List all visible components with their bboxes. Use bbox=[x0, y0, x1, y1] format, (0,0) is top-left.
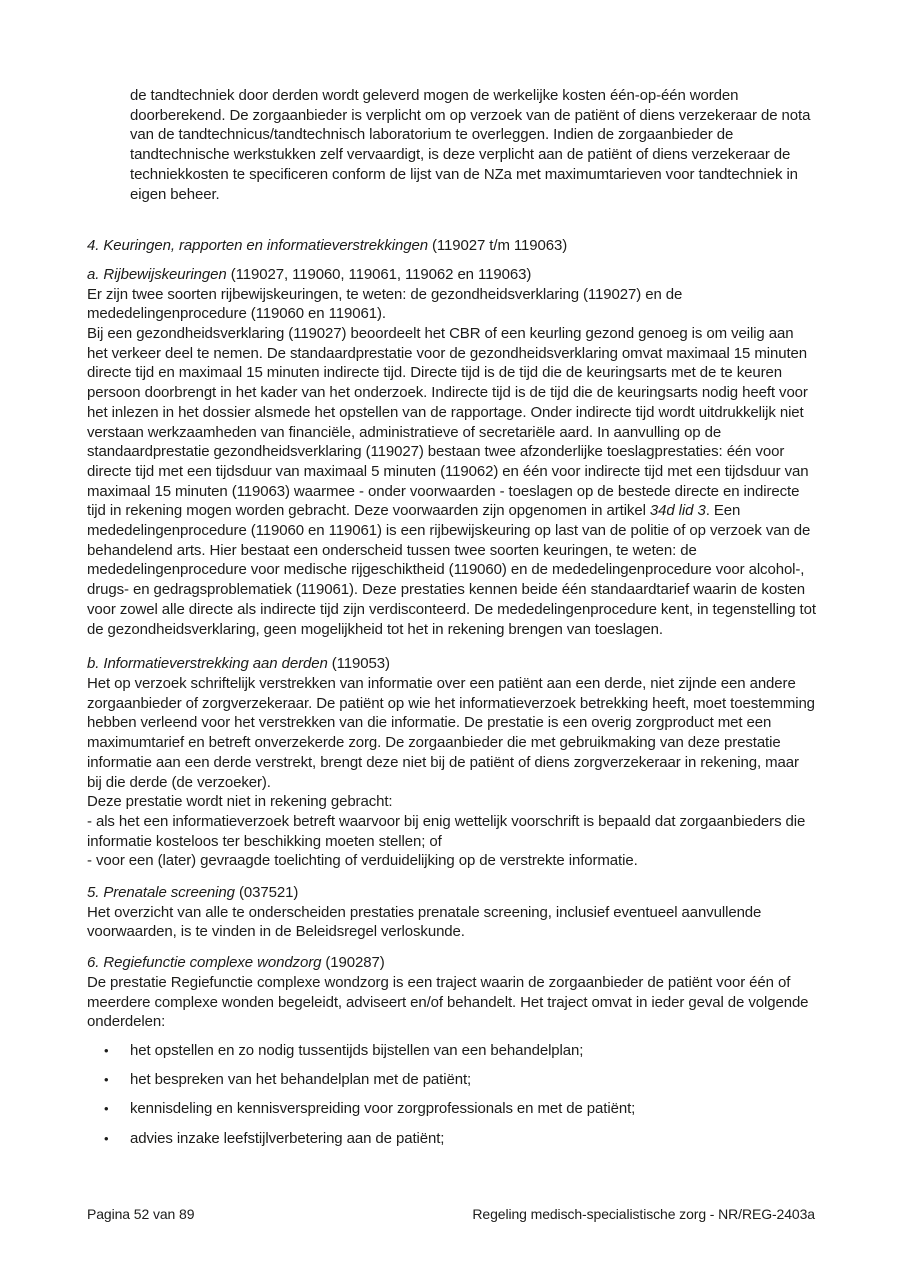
section-5-codes: (037521) bbox=[234, 884, 299, 902]
list-item-text: het opstellen en zo nodig tussentijds bijstellen van een behandelplan; bbox=[130, 1041, 584, 1059]
section-4a-paragraph-2-text: Bij een gezondheidsverklaring (119027) beoordeelt het CBR of een keurling gezond genoeg is om veilig aan het verkeer deel te nemen. De standaardprestatie voor de gezondheidsverklaring omvat maximaal 15 minuten directe tijd en maximaal 15 minuten indirecte tijd. Directe tijd is de tijd die de keuringsarts met de te keuren persoon doorbrengt in het kader van het onderzoek. Indirecte tijd is de tijd die de keuringsarts nodig heeft voor het inlezen in het dossier alsmede het opstellen van de rapportage. Onder indirecte tijd wordt uitdrukkelijk niet verstaan werkzaamheden van financiële, administratieve of secretariële aard. In aanvulling op de standaardprestatie gezondheidsverklaring (119027) bestaan twee afzonderlijke toeslagprestaties: één voor directe tijd met een tijdsduur van maximaal 5 minuten (119062) en één voor indirecte tijd met een tijdsduur van maximaal 15 minuten (119063) waarmee - onder voorwaarden - toeslagen op de bestede directe en indirecte tijd in rekening mogen worden gebracht. Deze voorwaarden zijn opgenomen in artikel bbox=[87, 325, 809, 520]
section-6-codes: (190287) bbox=[321, 954, 385, 972]
list-item-text: kennisdeling en kennisverspreiding voor zorgprofessionals en met de patiënt; bbox=[130, 1100, 636, 1118]
section-5-heading bbox=[87, 883, 816, 903]
section-6-bullet-list bbox=[87, 1041, 816, 1148]
section-5-title: 5. Prenatale screening bbox=[87, 884, 235, 902]
section-4a-title: a. Rijbewijskeuringen bbox=[87, 265, 227, 283]
section-4-title: 4. Keuringen, rapporten en informatieverstrekkingen bbox=[87, 237, 428, 255]
article-reference: 34d lid 3 bbox=[649, 502, 706, 520]
page-footer bbox=[87, 1206, 815, 1222]
section-4b-paragraph-1: Het op verzoek schriftelijk verstrekken van informatie over een patiënt aan een derde, niet zijnde een andere zorgaanbieder of zorgverzekeraar. De patiënt op wie het informatieverzoek betrekking heeft, moet toestemming hebben verleend voor het verstrekken van die informatie. De prestatie is een overig zorgproduct met een maximumtarief en betreft onverzekerde zorg. De zorgaanbieder die met gebruikmaking van deze prestatie informatie aan een derde verstrekt, brengt deze niet bij de patiënt of diens zorgverzekeraar in rekening, maar bij die derde (de verzoeker). bbox=[87, 674, 815, 791]
list-item-text: het bespreken van het behandelplan met de patiënt; bbox=[130, 1071, 472, 1089]
section-4-codes: (119027 t/m 119063) bbox=[427, 237, 568, 255]
section-4a-codes: (119027, 119060, 119061, 119062 en 119063) bbox=[226, 265, 532, 283]
section-4a-paragraph-1: Er zijn twee soorten rijbewijskeuringen, te weten: de gezondheidsverklaring (119027) en de mededelingenprocedure (119060 en 119061). bbox=[87, 285, 683, 323]
section-6-title: 6. Regiefunctie complexe wondzorg bbox=[87, 954, 322, 972]
section-4a-heading bbox=[87, 265, 816, 285]
bullet-icon: • bbox=[104, 1130, 109, 1146]
section-6-paragraph: De prestatie Regiefunctie complexe wondzorg is een traject waarin de zorgaanbieder de patiënt voor één of meerdere complexe wonden begeleidt, adviseert en/of behandelt. Het traject omvat in ieder geval de volgende onderdelen: bbox=[87, 973, 809, 1031]
bullet-icon: • bbox=[104, 1072, 109, 1088]
document-title-footer: Regeling medisch-specialistische zorg - NR/REG-2403a bbox=[472, 1206, 815, 1222]
section-6-heading bbox=[87, 953, 816, 973]
list-item bbox=[87, 1070, 816, 1090]
section-4a-paragraph-2-rest: . Een mededelingenprocedure (119060 en 119061) is een rijbewijskeuring op last van de politie of op verzoek van de behandelend arts. Hier bestaat een onderscheid tussen twee soorten keuringen, te weten: de mededelingenprocedure voor medische rijgeschiktheid (119060) en de mededelingenprocedure voor alcohol-, drugs- en gedragsproblematiek (119061). Deze prestaties kennen beide één standaardtarief waarin de kosten voor zowel alle directe als indirecte tijd zijn verdisconteerd. De mededelingenprocedure kent, in tegenstelling tot de gezondheidsverklaring, geen mogelijkheid tot het in rekening brengen van toeslagen. bbox=[87, 502, 816, 638]
section-5-paragraph: Het overzicht van alle te onderscheiden prestaties prenatale screening, inclusief eventueel aanvullende voorwaarden, is te vinden in de Beleidsregel verloskunde. bbox=[87, 903, 762, 941]
list-item bbox=[87, 1129, 816, 1149]
list-item-text: advies inzake leefstijlverbetering aan de patiënt; bbox=[130, 1129, 445, 1147]
section-4b-title: b. Informatieverstrekking aan derden bbox=[87, 655, 328, 673]
section-4b-codes: (119053) bbox=[327, 655, 390, 673]
section-4b-dash-item-1: - als het een informatieverzoek betreft waarvoor bij enig wettelijk voorschrift is bepaald dat zorgaanbieders die informatie kosteloos ter beschikking moeten stellen; of bbox=[87, 812, 806, 850]
section-4b-heading bbox=[87, 654, 816, 674]
section-4b-paragraph-2: Deze prestatie wordt niet in rekening gebracht: bbox=[87, 793, 393, 811]
page-number: Pagina 52 van 89 bbox=[87, 1206, 195, 1222]
intro-paragraph: de tandtechniek door derden wordt geleverd mogen de werkelijke kosten één-op-één worden doorberekend. De zorgaanbieder is verplicht om op verzoek van de patiënt of diens verzekeraar de nota van de tandtechnicus/tandtechnisch laboratorium te overleggen. Indien de zorgaanbieder de tandtechnische werkstukken zelf vervaardigt, is deze verplicht aan de patiënt of diens verzekeraar de techniekkosten te specificeren conform de lijst van de NZa met maximumtarieven voor tandtechniek in eigen beheer. bbox=[130, 87, 811, 203]
list-item bbox=[87, 1041, 816, 1061]
bullet-icon: • bbox=[104, 1042, 109, 1058]
bullet-icon: • bbox=[104, 1101, 109, 1117]
list-item bbox=[87, 1099, 816, 1119]
page-content bbox=[87, 86, 816, 1158]
section-4-heading bbox=[87, 236, 816, 256]
section-4a-paragraph-2 bbox=[87, 324, 816, 639]
section-4b-dash-item-2: - voor een (later) gevraagde toelichting of verduidelijking op de verstrekte informatie. bbox=[87, 852, 638, 870]
